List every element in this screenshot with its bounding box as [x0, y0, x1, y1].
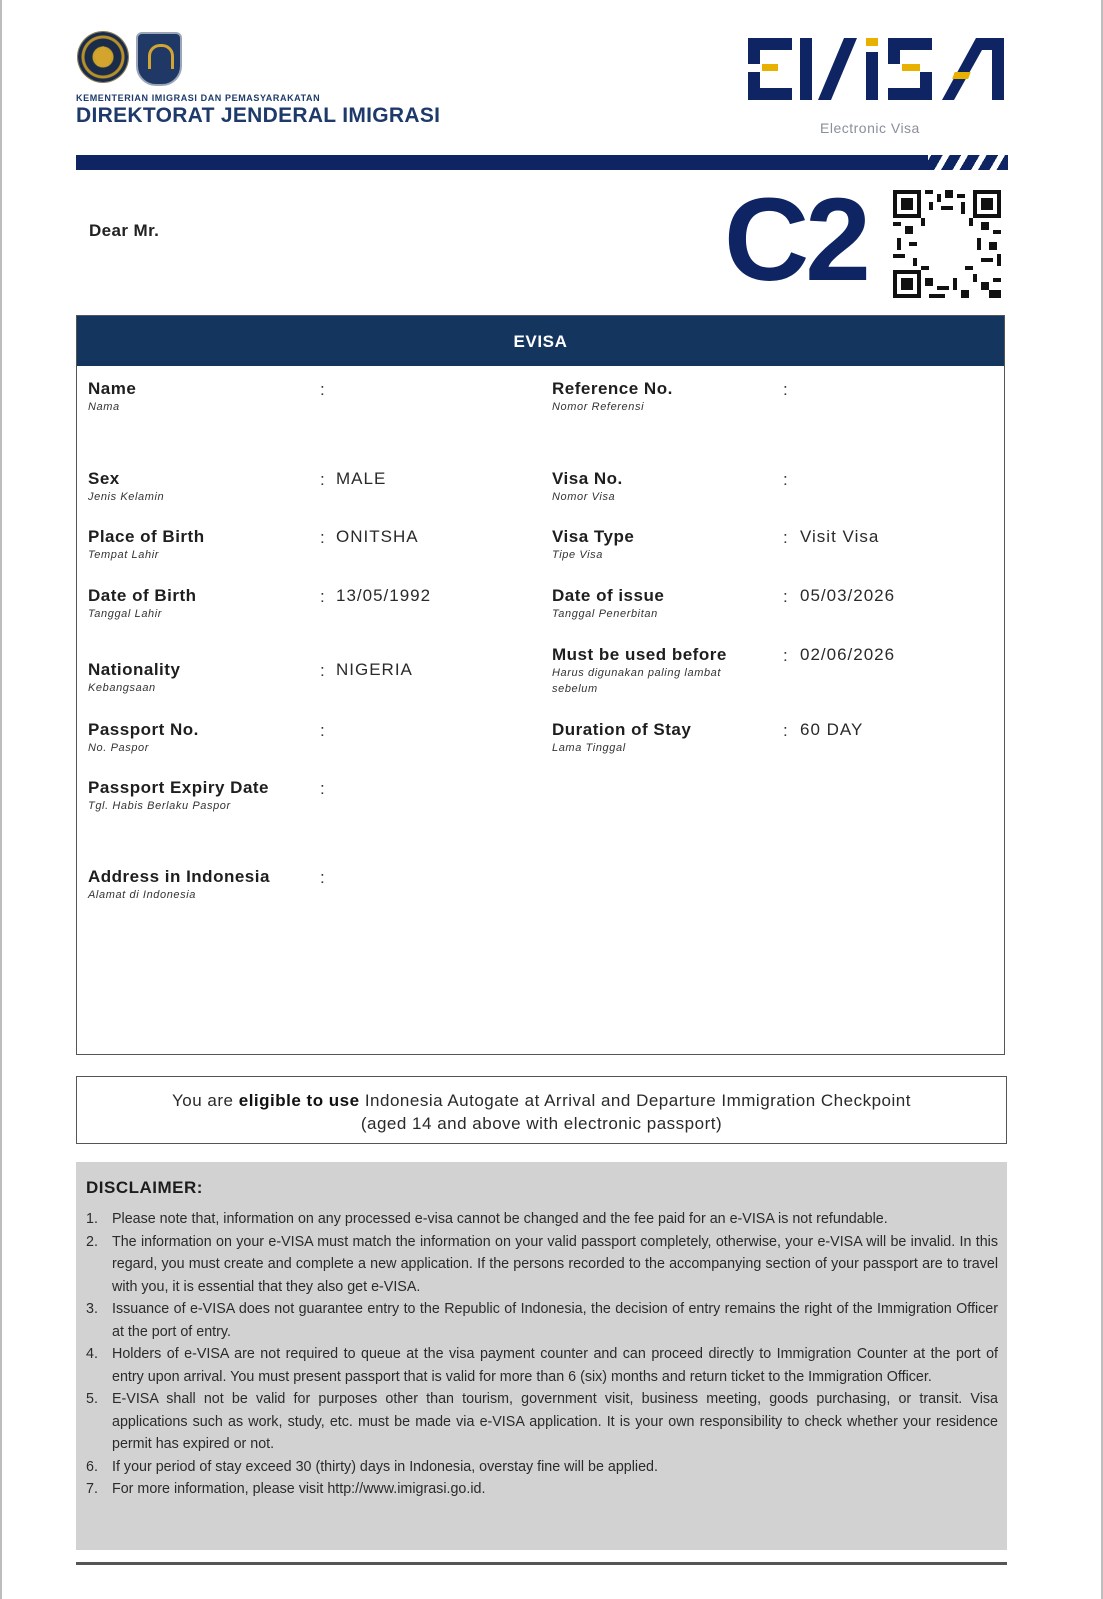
disclaimer-title: DISCLAIMER: — [86, 1178, 203, 1197]
item-number: 2. — [86, 1233, 98, 1250]
field-label: Nationality — [88, 660, 181, 679]
field-sublabel: Lama Tinggal — [552, 742, 626, 754]
field-sublabel: Tanggal Lahir — [88, 608, 163, 620]
directorate-name: DIREKTORAT JENDERAL IMIGRASI — [76, 104, 441, 127]
field-value-sex: MALE — [336, 469, 387, 488]
field-label: Passport Expiry Date — [88, 778, 270, 797]
field-nationality — [88, 660, 180, 696]
field-label: Visa Type — [552, 527, 635, 546]
colon: : — [783, 380, 788, 399]
field-sublabel: Kebangsaan — [88, 682, 156, 694]
brand-subtitle: Electronic Visa — [820, 120, 920, 136]
colon: : — [320, 380, 325, 399]
ministry-emblem-icon — [78, 32, 128, 82]
evisa-details-panel — [76, 315, 1005, 1055]
field-place-of-birth — [88, 527, 205, 563]
colon: : — [320, 587, 325, 606]
field-sublabel: Jenis Kelamin — [88, 491, 165, 503]
field-sublabel: Nomor Referensi — [552, 401, 645, 413]
autogate-notice — [76, 1076, 1007, 1144]
field-sublabel: Nama — [88, 401, 120, 413]
field-sublabel: Tanggal Penerbitan — [552, 608, 658, 620]
field-sex — [88, 469, 164, 505]
field-date-of-birth — [88, 586, 197, 622]
field-label: Sex — [88, 469, 120, 488]
item-text: If your period of stay exceed 30 (thirty) days in Indonesia, overstay fine will be applied. — [112, 1458, 658, 1475]
evisa-logo-icon — [742, 30, 1007, 110]
item-text: Issuance of e-VISA does not guarantee entry to the Republic of Indonesia, the decision of entry remains the right of the Immigration Officer at the port of entry. — [112, 1301, 998, 1340]
field-label: Address in Indonesia — [88, 867, 270, 886]
disclaimer-item — [86, 1231, 998, 1299]
field-sublabel: No. Paspor — [88, 742, 150, 754]
field-value-nationality: NIGERIA — [336, 660, 413, 679]
item-number: 1. — [86, 1211, 98, 1227]
immigration-shield-icon — [136, 32, 182, 86]
field-value-visa-type: Visit Visa — [800, 527, 880, 546]
item-text: E-VISA shall not be valid for purposes other than tourism, government visit, business meeting, goods purchasing, or transit. Visa applications such as work, study, etc. must be made via e-VISA application. It is your own responsibility to check whether your residence permit has expired or not. — [112, 1391, 998, 1452]
divider-stripes — [928, 155, 1008, 170]
field-label: Must be used before — [552, 645, 727, 664]
item-text: Holders of e-VISA are not required to queue at the visa payment counter and can proceed directly to Immigration Counter at the port of entry upon arrival. You must present passport that is valid for more than 6 (six) months and return ticket to the Immigration Officer. — [112, 1346, 998, 1385]
field-label: Name — [88, 379, 137, 398]
visa-code: C2 — [724, 174, 867, 306]
item-text: The information on your e-VISA must match the information on your valid passport completely, otherwise, your e-VISA will be invalid. In this regard, you must create and complete a new application. If the persons recorded to the accompanying section of your passport are to travel with you, it is essential that they also get e-VISA. — [112, 1233, 998, 1295]
item-number: 7. — [86, 1481, 98, 1497]
autogate-prefix: You are — [172, 1091, 234, 1110]
field-name — [88, 379, 136, 415]
item-text: Please note that, information on any processed e-visa cannot be changed and the fee paid for an e-VISA is not refundable. — [112, 1211, 888, 1227]
autogate-suffix: Indonesia Autogate at Arrival and Departure Immigration Checkpoint — [364, 1091, 911, 1110]
field-must-be-used-before — [552, 645, 762, 697]
field-sublabel: Harus digunakan paling lambat sebelum — [552, 667, 722, 695]
colon: : — [783, 528, 788, 547]
colon: : — [320, 528, 325, 547]
field-value-duration-of-stay: 60 DAY — [800, 720, 864, 739]
panel-title: EVISA — [77, 316, 1004, 366]
header-divider-bar — [76, 155, 1008, 170]
disclaimer-section — [76, 1162, 1007, 1550]
item-text: For more information, please visit http://www.imigrasi.go.id. — [112, 1481, 486, 1497]
item-number: 3. — [86, 1301, 98, 1317]
field-reference-no — [552, 379, 673, 415]
field-duration-of-stay — [552, 720, 691, 756]
field-value-date-of-issue: 05/03/2026 — [800, 586, 896, 605]
ministry-name: KEMENTERIAN IMIGRASI DAN PEMASYARAKATAN — [76, 93, 321, 103]
field-address — [88, 867, 270, 903]
colon: : — [320, 661, 325, 680]
field-label: Date of issue — [552, 586, 665, 605]
item-number: 4. — [86, 1346, 98, 1362]
colon: : — [783, 470, 788, 489]
field-passport-no — [88, 720, 199, 756]
colon: : — [320, 868, 325, 887]
colon: : — [320, 721, 325, 740]
colon: : — [320, 470, 325, 489]
colon: : — [783, 646, 788, 665]
item-number: 5. — [86, 1391, 98, 1407]
document-header — [0, 0, 1103, 180]
logos — [78, 32, 182, 86]
field-sublabel: Tgl. Habis Berlaku Paspor — [88, 800, 231, 812]
field-label: Visa No. — [552, 469, 623, 488]
item-number: 6. — [86, 1458, 98, 1475]
disclaimer-item — [86, 1478, 998, 1501]
field-label: Date of Birth — [88, 586, 197, 605]
field-label: Passport No. — [88, 720, 199, 739]
field-passport-expiry — [88, 778, 269, 814]
disclaimer-item — [86, 1298, 998, 1343]
page-edge-left — [0, 0, 2, 1599]
field-label: Duration of Stay — [552, 720, 692, 739]
footer-rule — [76, 1562, 1007, 1565]
disclaimer-item — [86, 1343, 998, 1388]
disclaimer-item — [86, 1208, 998, 1231]
field-sublabel: Tipe Visa — [552, 549, 603, 561]
field-date-of-issue — [552, 586, 664, 622]
colon: : — [783, 587, 788, 606]
colon: : — [783, 721, 788, 740]
field-label: Reference No. — [552, 379, 673, 398]
field-value-place-of-birth: ONITSHA — [336, 527, 419, 546]
autogate-line2: (aged 14 and above with electronic passport) — [360, 1114, 723, 1133]
qr-code-icon — [893, 190, 1001, 298]
disclaimer-list — [86, 1208, 998, 1501]
field-visa-type — [552, 527, 634, 563]
field-visa-no — [552, 469, 623, 505]
greeting: Dear Mr. — [89, 221, 160, 240]
field-value-must-be-used-before: 02/06/2026 — [800, 645, 896, 664]
field-sublabel: Alamat di Indonesia — [88, 889, 197, 901]
colon: : — [320, 779, 325, 798]
disclaimer-item — [86, 1388, 998, 1456]
field-sublabel: Tempat Lahir — [88, 549, 159, 561]
field-label: Place of Birth — [88, 527, 205, 546]
disclaimer-item — [86, 1456, 998, 1479]
autogate-emphasis: eligible to use — [238, 1091, 360, 1110]
field-sublabel: Nomor Visa — [552, 491, 616, 503]
field-value-date-of-birth: 13/05/1992 — [336, 586, 432, 605]
